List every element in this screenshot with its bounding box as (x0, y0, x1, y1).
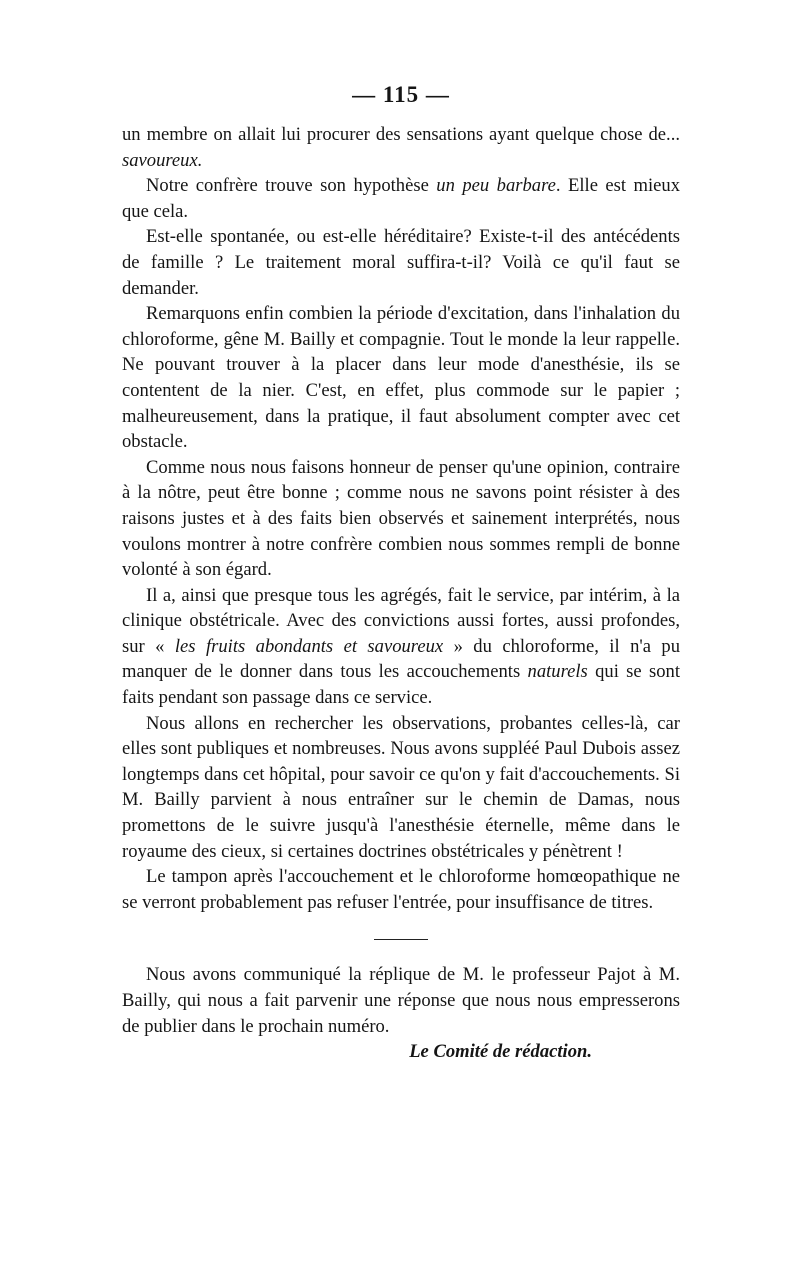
paragraph-4 (122, 301, 680, 455)
paragraph-6-text-c: qui se sont faits pendant son passage dans ce service. (122, 661, 680, 709)
paragraph-6-italic-a: les fruits abondants et savoureux (174, 635, 444, 657)
editor-note-text: Nous avons communiqué la réplique de M. le professeur Pajot à M. Bailly, qui nous a fait parvenir une réponse que nous nous empresserons de publier dans le prochain numéro. (122, 964, 680, 1037)
paragraph-8 (122, 864, 680, 915)
paragraph-7-text: Nous allons en rechercher les observations, probantes celles-là, car elles sont publiques et nombreuses. Nous avons suppléé Paul Dubois assez longtemps dans cet hôpital, pour savoir ce qu'on y fait d'accouchements. Si M. Bailly parvient à nous entraîner sur le chemin de Damas, nous promettons de le suivre jusqu'à l'anesthésie éternelle, même dans le royaume des cieux, si certaines doctrines obstétricales y pénètrent ! (122, 712, 680, 862)
paragraph-7 (122, 711, 680, 865)
book-page (122, 82, 680, 1065)
paragraph-6-text-b: » du chloroforme, il n'a pu manquer de le donner dans tous les accouchements (122, 635, 680, 683)
page-number: — 115 — (352, 82, 450, 107)
paragraph-5 (122, 455, 680, 583)
paragraph-1-italic: savoureux. (122, 149, 203, 171)
paragraph-6 (122, 583, 680, 711)
body-text (122, 122, 680, 915)
editor-note (122, 962, 680, 1039)
paragraph-4-text: Remarquons enfin combien la période d'excitation, dans l'inhalation du chloroforme, gêne M. Bailly et compagnie. Tout le monde la leur rappelle. Ne pouvant trouver à la placer dans leur mode d'anesthésie, ils se contentent de la nier. C'est, en effet, plus commode sur le papier ; malheureusement, dans la pratique, il faut absolument compter avec cet obstacle. (122, 303, 680, 453)
paragraph-6-text-a: Il a, ainsi que presque tous les agrégés, fait le service, par intérim, à la clinique obstétricale. Avec des convictions aussi fortes, aussi profondes, sur « (122, 584, 680, 657)
paragraph-2-text-a: Notre confrère trouve son hypothèse (146, 175, 437, 197)
section-divider (374, 939, 428, 940)
paragraph-2-text-b: . Elle est mieux que cela. (122, 175, 680, 222)
paragraph-1 (122, 122, 680, 173)
paragraph-5-text: Comme nous nous faisons honneur de penser qu'une opinion, contraire à la nôtre, peut être bonne ; comme nous ne savons point résister à des raisons justes et à des faits bien observés et sainement interprétés, nous voulons montrer à notre confrère combien nous sommes rempli de bonne volonté à son égard. (122, 456, 680, 581)
paragraph-2 (122, 173, 680, 224)
paragraph-2-italic: un peu barbare (436, 175, 556, 197)
paragraph-8-text: Le tampon après l'accouchement et le chloroforme homœopathique ne se verront probablement pas refuser l'entrée, pour insuffisance de titres. (122, 866, 680, 913)
paragraph-6-italic-b: naturels (527, 661, 588, 683)
paragraph-3 (122, 224, 680, 301)
signature: Le Comité de rédaction. (409, 1041, 592, 1063)
paragraph-1-text: un membre on allait lui procurer des sensations ayant quelque chose de... (122, 124, 680, 145)
paragraph-3-text: Est-elle spontanée, ou est-elle héréditaire? Existe-t-il des antécédents de famille ? Le traitement moral suffira-t-il? Voilà ce qu'il faut se demander. (122, 226, 680, 299)
